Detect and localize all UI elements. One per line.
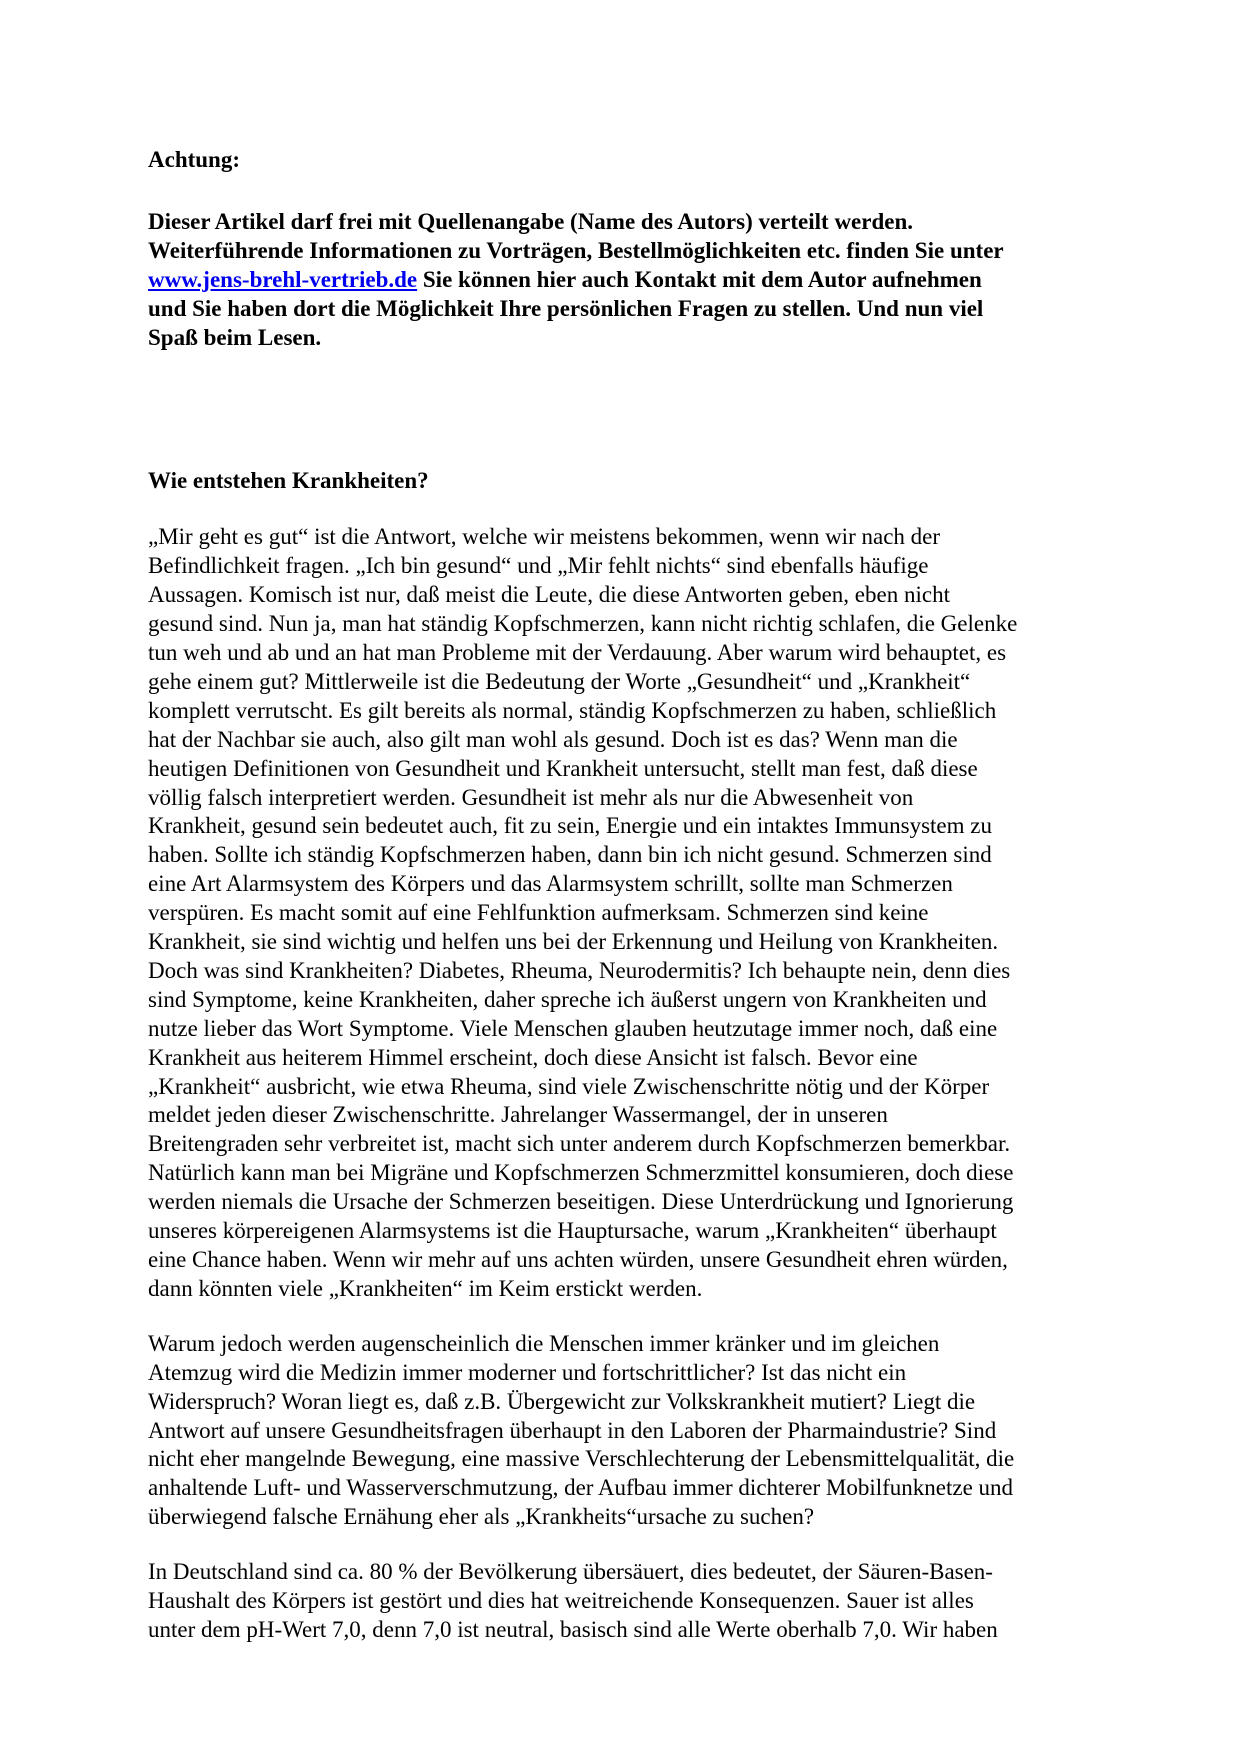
text-line: Warum jedoch werden augenscheinlich die Menschen immer kränker und im gleichen: [148, 1330, 940, 1356]
text-line: heutigen Definitionen von Gesundheit und Krankheit untersucht, stellt man fest, daß diese: [148, 755, 978, 781]
text-line: Aussagen. Komisch ist nur, daß meist die Leute, die diese Antworten geben, eben nicht: [148, 582, 950, 608]
text-line: meldet jeden dieser Zwischenschritte. Jahrelanger Wassermangel, der in unseren: [148, 1102, 888, 1128]
text-line: komplett verrutscht. Es gilt bereits als normal, ständig Kopfschmerzen zu haben, schließlich: [148, 697, 997, 723]
notice-title: Achtung:: [148, 147, 241, 172]
text-line: eine Art Alarmsystem des Körpers und das Alarmsystem schrillt, sollte man Schmerzen: [148, 871, 953, 897]
text-line: Haushalt des Körpers ist gestört und dies hat weitreichende Konsequenzen. Sauer ist alles: [148, 1588, 974, 1614]
text-line: Breitengraden sehr verbreitet ist, macht sich unter anderem durch Kopfschmerzen bemerkbar.: [148, 1131, 1011, 1157]
notice-body: [148, 208, 1108, 353]
notice-line-continuation: Sie können hier auch Kontakt mit dem Autor aufnehmen: [417, 266, 982, 292]
text-line: Atemzug wird die Medizin immer moderner und fortschrittlicher? Ist das nicht ein: [148, 1359, 907, 1385]
text-line: völlig falsch interpretiert werden. Gesundheit ist mehr als nur die Abwesenheit von: [148, 784, 914, 810]
text-line: verspüren. Es macht somit auf eine Fehlfunktion aufmerksam. Schmerzen sind keine: [148, 900, 929, 926]
website-link[interactable]: www.jens-brehl-vertrieb.de: [148, 266, 418, 292]
text-line: unseres körpereigenen Alarmsystems ist die Hauptursache, warum „Krankheiten“ überhaupt: [148, 1218, 997, 1244]
text-line: Krankheit, gesund sein bedeutet auch, fit zu sein, Energie und ein intaktes Immunsystem zu: [148, 813, 992, 839]
text-line: dann könnten viele „Krankheiten“ im Keim erstickt werden.: [148, 1275, 703, 1301]
text-line: nicht eher mangelnde Bewegung, eine massive Verschlechterung der Lebensmittelqualität, die: [148, 1446, 1015, 1472]
document-page: [148, 146, 1108, 1671]
text-line: Krankheit, sie sind wichtig und helfen uns bei der Erkennung und Heilung von Krankheiten.: [148, 929, 999, 955]
text-line: gesund sind. Nun ja, man hat ständig Kopfschmerzen, kann nicht richtig schlafen, die Gelenke: [148, 611, 1018, 637]
text-line: sind Symptome, keine Krankheiten, daher spreche ich äußerst ungern von Krankheiten und: [148, 986, 987, 1012]
text-line: anhaltende Luft- und Wasserverschmutzung, der Aufbau immer dichterer Mobilfunknetze und: [148, 1475, 1014, 1501]
text-line: überwiegend falsche Ernähung eher als „Krankheits“ursache zu suchen?: [148, 1504, 815, 1530]
text-line: unter dem pH-Wert 7,0, denn 7,0 ist neutral, basisch sind alle Werte oberhalb 7,0. Wir haben: [148, 1616, 998, 1642]
text-line: Doch was sind Krankheiten? Diabetes, Rheuma, Neurodermitis? Ich behaupte nein, denn dies: [148, 957, 1011, 983]
article-paragraph: [148, 1558, 1108, 1645]
notice-line: Weiterführende Informationen zu Vorträgen, Bestellmöglichkeiten etc. finden Sie unter: [148, 237, 1004, 263]
text-line: In Deutschland sind ca. 80 % der Bevölkerung übersäuert, dies bedeutet, der Säuren-Basen-: [148, 1559, 993, 1585]
text-line: Antwort auf unsere Gesundheitsfragen überhaupt in den Laboren der Pharmaindustrie? Sind: [148, 1417, 997, 1443]
text-line: „Krankheit“ ausbricht, wie etwa Rheuma, sind viele Zwischenschritte nötig und der Körper: [148, 1073, 990, 1099]
text-line: Widerspruch? Woran liegt es, daß z.B. Übergewicht zur Volkskrankheit mutiert? Liegt die: [148, 1388, 976, 1414]
notice-line: Dieser Artikel darf frei mit Quellenangabe (Name des Autors) verteilt werden.: [148, 208, 914, 234]
text-line: werden niemals die Ursache der Schmerzen beseitigen. Diese Unterdrückung und Ignorierung: [148, 1189, 1014, 1215]
text-line: haben. Sollte ich ständig Kopfschmerzen haben, dann bin ich nicht gesund. Schmerzen sind: [148, 842, 992, 868]
text-line: eine Chance haben. Wenn wir mehr auf uns achten würden, unsere Gesundheit ehren würden,: [148, 1247, 1008, 1272]
text-line: Befindlichkeit fragen. „Ich bin gesund“ und „Mir fehlt nichts“ sind ebenfalls häufige: [148, 553, 929, 579]
text-line: „Mir geht es gut“ ist die Antwort, welche wir meistens bekommen, wenn wir nach der: [148, 524, 941, 550]
notice-line: und Sie haben dort die Möglichkeit Ihre persönlichen Fragen zu stellen. Und nun viel: [148, 295, 984, 321]
text-line: Krankheit aus heiterem Himmel erscheint, doch diese Ansicht ist falsch. Bevor eine: [148, 1044, 918, 1070]
text-line: gehe einem gut? Mittlerweile ist die Bedeutung der Worte „Gesundheit“ und „Krankheit“: [148, 668, 971, 694]
notice-line: Spaß beim Lesen.: [148, 324, 322, 350]
text-line: tun weh und ab und an hat man Probleme mit der Verdauung. Aber warum wird behauptet, es: [148, 639, 1007, 665]
text-line: nutze lieber das Wort Symptome. Viele Menschen glauben heutzutage immer noch, daß eine: [148, 1015, 998, 1041]
text-line: Natürlich kann man bei Migräne und Kopfschmerzen Schmerzmittel konsumieren, doch diese: [148, 1160, 1014, 1186]
text-line: hat der Nachbar sie auch, also gilt man wohl als gesund. Doch ist es das? Wenn man die: [148, 726, 958, 752]
article-paragraph: [148, 1330, 1108, 1532]
article-paragraph: [148, 523, 1108, 1303]
notice-line-with-link: [148, 266, 1108, 295]
article-heading: Wie entstehen Krankheiten?: [148, 468, 429, 494]
